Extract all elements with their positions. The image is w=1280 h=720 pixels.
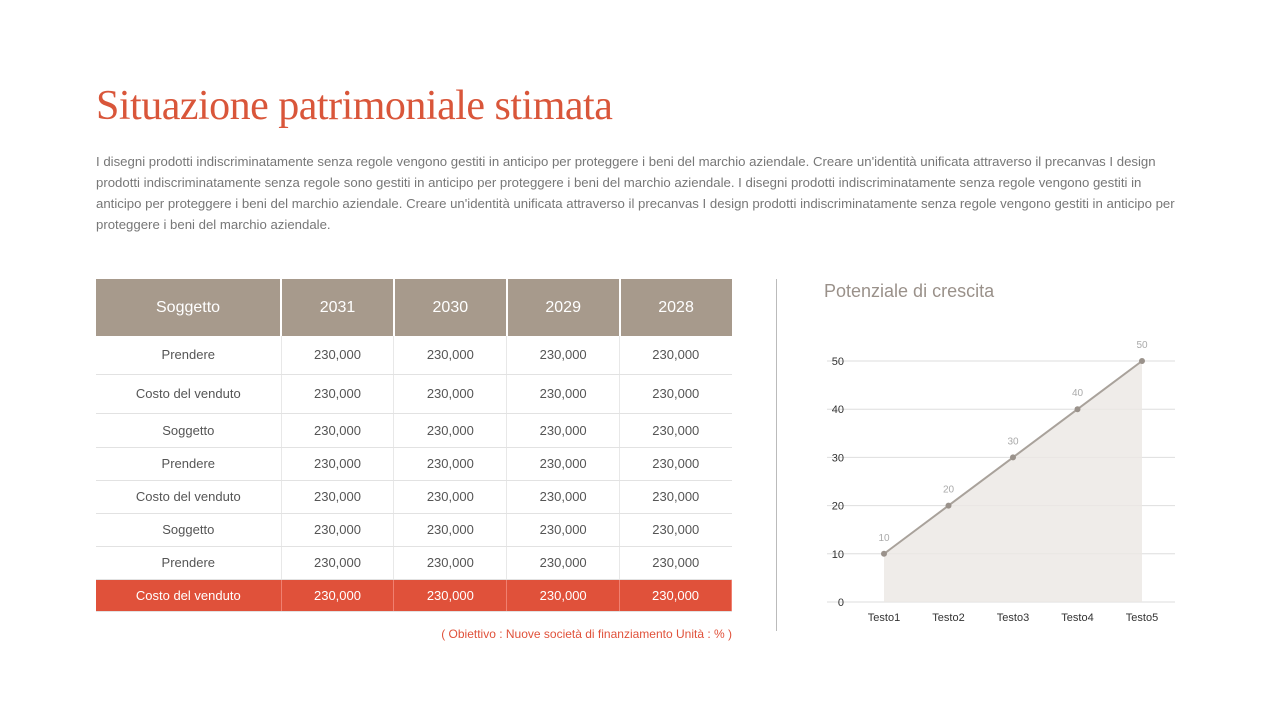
cell-value: 230,000 [281, 374, 394, 413]
row-label: Costo del venduto [96, 579, 281, 611]
data-label: 20 [942, 484, 955, 496]
y-tick-label: 50 [831, 356, 844, 368]
y-tick-label: 40 [831, 404, 844, 417]
cell-value: 230,000 [507, 413, 620, 447]
data-label: 50 [1136, 340, 1148, 351]
cell-value: 230,000 [281, 447, 394, 480]
cell-value: 230,000 [394, 374, 507, 413]
data-point [1075, 406, 1081, 412]
cell-value: 230,000 [507, 579, 620, 611]
cell-value: 230,000 [281, 546, 394, 579]
cell-value: 230,000 [281, 336, 394, 374]
description: I disegni prodotti indiscriminatamente senza regole vengono gestiti in anticipo per proteggere i beni del marchio aziendale. Creare un'identità unificata attraverso il precanvas I design prodotti indiscriminatamente senza regole sono gestiti in anticipo per proteggere i beni del marchio aziendale. I disegni prodotti indiscriminatamente senza regole vengono gestiti in anticipo per proteggere i beni del marchio aziendale. Creare un'identità unificata attraverso il precanvas I design prodotti indiscriminatamente senza regole vengono gestiti in anticipo per proteggere i beni del marchio aziendale. [96, 154, 1175, 232]
row-label: Costo del venduto [96, 480, 281, 513]
cell-value: 230,000 [507, 374, 620, 413]
area-fill [884, 361, 1142, 602]
cell-value: 230,000 [507, 336, 620, 374]
data-point [1139, 358, 1145, 364]
row-label: Soggetto [96, 513, 281, 546]
column-header: 2028 [620, 279, 732, 336]
x-tick-label: Testo3 [996, 612, 1030, 624]
cell-value: 230,000 [507, 546, 620, 579]
x-tick-label: Testo5 [1125, 612, 1159, 624]
table-note: ( Obiettivo : Nuove società di finanziamento Unità : % ) [441, 627, 732, 641]
cell-value: 230,000 [620, 336, 732, 374]
data-point [946, 503, 952, 509]
cell-value: 230,000 [620, 513, 732, 546]
cell-value: 230,000 [620, 579, 732, 611]
data-label: 30 [1007, 436, 1019, 448]
cell-value: 230,000 [620, 374, 732, 413]
cell-value: 230,000 [394, 447, 507, 480]
cell-value: 230,000 [394, 336, 507, 374]
data-point [1010, 454, 1016, 460]
x-tick-label: Testo1 [867, 612, 901, 624]
y-tick-label: 10 [831, 548, 844, 561]
cell-value: 230,000 [394, 413, 507, 447]
data-point [881, 551, 887, 557]
cell-value: 230,000 [394, 579, 507, 611]
cell-value: 230,000 [620, 546, 732, 579]
cell-value: 230,000 [394, 513, 507, 546]
chart-title: Potenziale di crescita [824, 281, 995, 301]
column-header: Soggetto [96, 279, 281, 336]
column-header: 2031 [281, 279, 394, 336]
x-tick-label: Testo2 [932, 612, 965, 624]
column-header: 2029 [507, 279, 620, 336]
row-label: Prendere [96, 447, 281, 480]
row-label: Prendere [96, 336, 281, 374]
cell-value: 230,000 [281, 413, 394, 447]
cell-value: 230,000 [507, 513, 620, 546]
y-tick-label: 30 [831, 452, 844, 465]
row-label: Soggetto [96, 413, 281, 447]
cell-value: 230,000 [620, 447, 732, 480]
cell-value: 230,000 [507, 447, 620, 480]
cell-value: 230,000 [394, 546, 507, 579]
row-label: Prendere [96, 546, 281, 579]
cell-value: 230,000 [281, 480, 394, 513]
cell-value: 230,000 [281, 579, 394, 611]
page-title: Situazione patrimoniale stimata [96, 83, 613, 129]
x-tick-label: Testo4 [1061, 612, 1094, 624]
data-label: 40 [1071, 388, 1084, 400]
row-label: Costo del venduto [96, 374, 281, 413]
column-header: 2030 [394, 279, 507, 336]
cell-value: 230,000 [620, 480, 732, 513]
cell-value: 230,000 [281, 513, 394, 546]
y-tick-label: 0 [837, 597, 844, 609]
cell-value: 230,000 [394, 480, 507, 513]
cell-value: 230,000 [507, 480, 620, 513]
cell-value: 230,000 [620, 413, 732, 447]
data-label: 10 [878, 532, 890, 544]
y-tick-label: 20 [831, 500, 844, 513]
